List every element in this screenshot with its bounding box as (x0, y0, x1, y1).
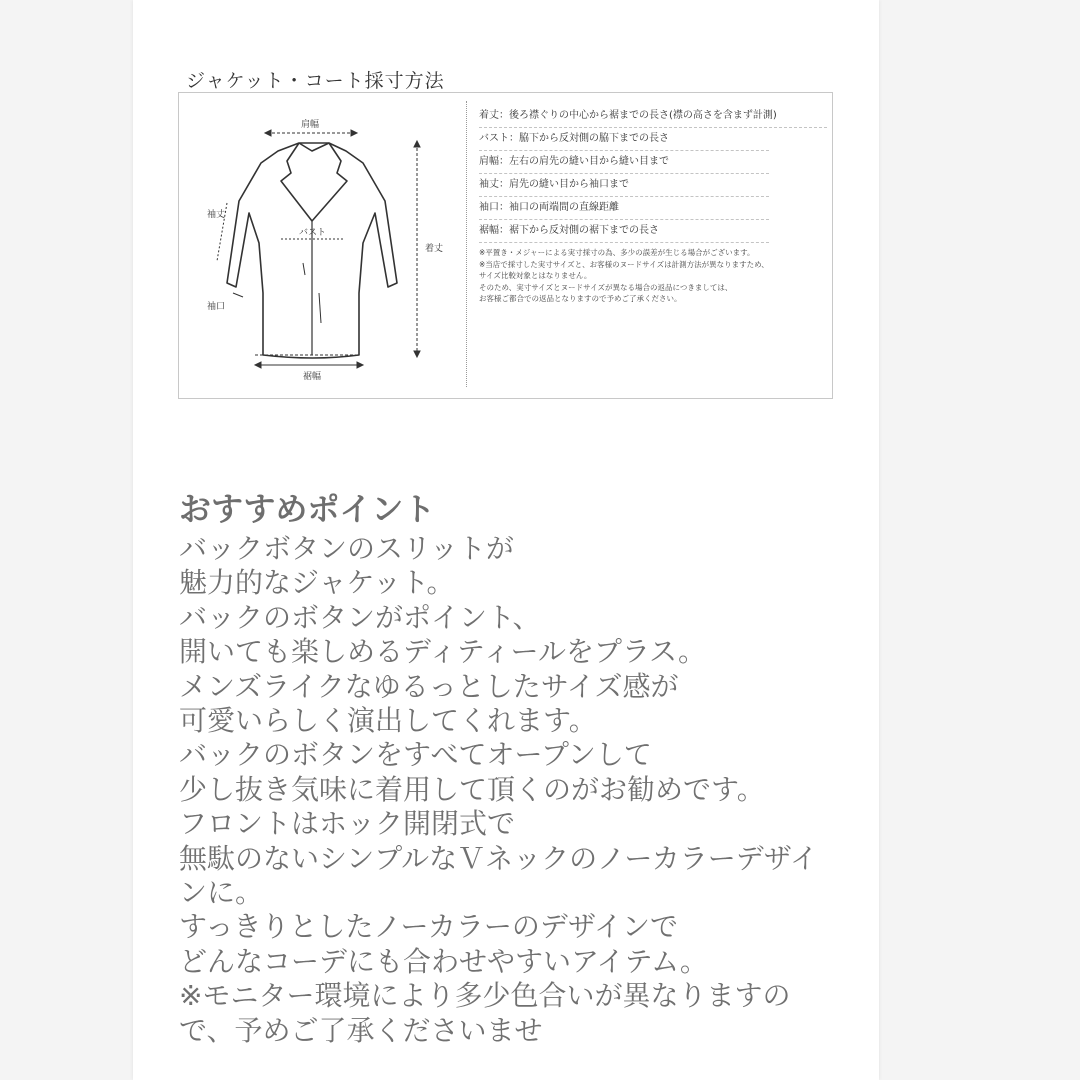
definition-list (479, 105, 827, 243)
recommend-line: 魅力的なジャケット。 (179, 566, 455, 600)
label-bust: バスト (299, 228, 327, 238)
label-sleeve-length: 袖丈 (207, 210, 226, 220)
recommend-line: バックボタンのスリットが (179, 532, 514, 565)
recommend-line: 無駄のないシンプルなＶネックのノーカラーデザイ (179, 841, 818, 875)
recommend-line: バックのボタンがポイント、 (179, 600, 541, 634)
recommend-line: バックのボタンをすべてオープンして (179, 738, 652, 772)
note-line: ※平置き・メジャーによる実寸採寸の為、多少の誤差が生じる場合がございます。 (479, 248, 755, 257)
label-length: 着丈 (425, 244, 444, 254)
definition-item: 裾幅：裾下から反対側の裾下までの長さ (479, 220, 769, 243)
measurement-notes (479, 247, 827, 305)
label-cuff: 袖口 (207, 302, 226, 312)
label-shoulder-width: 肩幅 (301, 120, 320, 130)
recommend-line: どんなコーデにも合わせやすいアイテム。 (179, 944, 708, 978)
recommend-line: で、予めご了承くださいませ (179, 1013, 543, 1047)
recommend-body (179, 532, 818, 1048)
measurement-panel (178, 92, 833, 399)
note-line: お客様ご都合での返品となりますので予めご了承ください。 (479, 294, 682, 303)
recommend-line: ※モニター環境により多少色合いが異なりますの (179, 979, 791, 1013)
recommend-line: すっきりとしたノーカラーのデザインで (179, 910, 678, 944)
note-line: そのため、実寸サイズとヌードサイズが異なる場合の返品につきましては、 (479, 282, 733, 292)
definition-item: 着丈：後ろ襟ぐりの中心から裾までの長さ(襟の高さを含まず計測) (479, 105, 827, 128)
definition-item: 袖丈：肩先の縫い目から袖口まで (479, 174, 769, 197)
recommend-line: フロントはホック開閉式で (179, 807, 516, 841)
coat-lapel-left (281, 143, 312, 221)
panel-divider (466, 101, 467, 387)
recommend-line: メンズライクなゆるっとしたサイズ感が (179, 669, 679, 703)
definition-item: バスト：脇下から反対側の脇下までの長さ (479, 128, 769, 151)
recommend-line: 可愛いらしく演出してくれます。 (179, 704, 597, 738)
definition-item: 袖口：袖口の両端間の直線距離 (479, 197, 769, 220)
recommend-line: ンに。 (179, 876, 264, 910)
definition-item: 肩幅：左右の肩先の縫い目から縫い目まで (479, 151, 769, 174)
coat-lapel-right (312, 143, 347, 221)
label-hem-width: 裾幅 (303, 372, 322, 382)
coat-diagram (179, 93, 469, 398)
recommend-line: 少し抜き気味に着用して頂くのがお勧めです。 (179, 772, 765, 806)
measurement-title: ジャケット・コート採寸方法 (186, 70, 445, 92)
recommend-line: 開いても楽しめるディティールをプラス。 (179, 635, 706, 669)
note-line: ※当店で採寸した実寸サイズと、お客様のヌードサイズは計測方法が異なりますため、 (479, 259, 769, 269)
note-line: サイズ比較対象とはなりません。 (479, 271, 592, 280)
recommend-heading: おすすめポイント (179, 490, 436, 528)
